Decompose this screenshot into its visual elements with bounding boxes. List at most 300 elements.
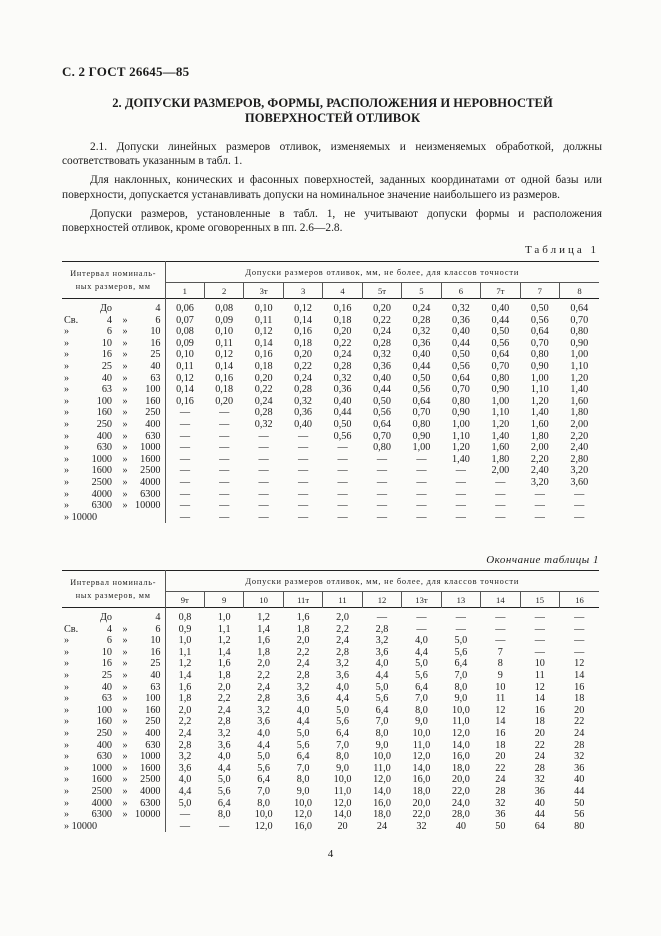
tolerance-cell: — [179,407,191,419]
tolerance-cell: — [534,500,545,512]
tolerance-cell: 1,0 [178,635,192,647]
interval-to-mark: » [122,326,128,338]
interval-prefix [62,299,90,315]
tolerance-cell: 0,40 [491,303,510,314]
table-row [62,635,599,647]
interval-from: 100 [96,704,112,716]
interval-header-line-2: ных размеров, мм [75,282,151,291]
table-row [62,361,599,373]
tolerance-cell: — [534,635,545,647]
tolerance-cell: 22 [495,762,506,774]
interval-prefix: » [64,727,70,739]
tolerance-cell: 0,08 [176,326,194,338]
tolerance-cell: 12,0 [333,797,352,809]
table-1-label: Таблица 1 [524,244,599,256]
tolerance-cell: 2,8 [217,716,231,728]
tolerance-cell: 0,36 [294,407,312,419]
table-row [62,716,599,728]
tolerance-cell: 44 [534,809,545,821]
tolerance-cell: 36 [495,809,506,821]
interval-prefix: » 10000 [64,820,98,832]
tolerance-cell: — [219,500,230,512]
tolerance-cell: — [534,623,545,635]
table-row [62,693,599,705]
tolerance-cell: 6,4 [217,797,231,809]
tolerance-cell: 0,32 [451,303,470,314]
tolerance-cell: 28 [534,762,545,774]
tolerance-cell: 10,0 [412,727,431,739]
tolerance-cell: — [219,453,230,465]
tolerance-cell: 1,80 [570,407,589,419]
interval-from: 63 [101,384,112,396]
tolerance-cell: 0,70 [373,430,391,442]
tolerance-cell: — [455,465,466,477]
tolerance-cell: — [219,476,230,488]
tolerance-cell: 6,4 [336,727,349,739]
interval-prefix: Св. [64,623,79,635]
interval-to-mark: » [122,360,128,372]
tolerance-cell: 4,0 [217,751,231,763]
tolerance-cell: 8,0 [336,751,349,763]
tolerance-cell: — [416,488,427,500]
interval-to-mark: » [122,337,128,349]
interval-to-mark: » [122,430,128,442]
tolerance-cell: 1,1 [217,623,231,635]
table-row [62,315,599,327]
tolerance-cell: 5,6 [375,693,389,705]
tolerance-cell: 1,10 [530,384,549,396]
interval-prefix: » [64,384,70,396]
tolerance-cell: 0,11 [215,337,233,349]
tolerance-cell: — [376,488,388,500]
interval-to-mark [118,512,132,524]
tolerance-cell: 3,6 [296,693,310,705]
tolerance-cell: — [574,612,585,623]
tolerance-cell: 10,0 [451,704,470,716]
tolerance-cell: 80 [574,820,585,832]
tolerance-cell: 24,0 [451,797,470,809]
interval-to [132,821,165,833]
interval-prefix: » [64,476,70,488]
interval-prefix: » [64,809,70,821]
interval-to-mark: » [122,669,128,681]
table-row [62,786,599,798]
tolerance-cell: 6,4 [454,658,468,670]
interval-prefix: » [64,716,70,728]
table-row [62,512,599,524]
tolerance-cell: — [455,612,466,623]
interval-to: 160 [132,396,165,408]
tolerance-cell: — [258,453,269,465]
tolerance-cell: 0,14 [254,337,273,349]
tolerance-cell: 32 [416,820,427,832]
tolerance-cell: 3,2 [296,681,310,693]
interval-to-mark: » [122,809,128,821]
tolerance-cell: — [574,623,585,635]
tolerance-cell: 6,4 [257,774,270,786]
tolerance-cell: 9 [497,669,503,681]
tolerance-cell: 1,10 [570,360,589,372]
tolerance-cell: — [297,500,309,512]
tolerance-cell: 2,2 [296,646,310,658]
tolerance-cell: 40 [455,820,466,832]
tolerance-cell: 4,4 [375,669,389,681]
interval-to-mark: » [122,658,128,670]
tolerance-cell: 0,09 [176,337,194,349]
interval-to: 25 [132,658,165,670]
tolerance-cell: 1,10 [491,407,510,419]
tolerance-cell: — [219,418,230,430]
tolerance-cell: — [376,612,388,623]
interval-prefix: » [64,430,70,442]
tolerance-cell: 5,0 [375,681,389,693]
tolerance-cell: 3,6 [178,762,192,774]
tolerance-cell: 18 [534,716,545,728]
table-row [62,326,599,338]
interval-from: 6 [106,326,112,338]
tolerance-cell: 4,0 [257,727,270,739]
tolerance-cell: 4,4 [257,739,270,751]
tolerance-cell: 8,0 [296,774,310,786]
tolerance-cell: 7,0 [257,785,270,797]
tolerance-cell: — [416,500,427,512]
tolerance-cell: 5,0 [336,704,349,716]
interval-from: 1600 [91,774,112,786]
interval-prefix: » 10000 [64,511,98,523]
tolerance-cell: 0,28 [373,337,391,349]
interval-to-mark: » [122,681,128,693]
interval-to: 1600 [132,763,165,775]
interval-to-mark: » [122,384,128,396]
tolerance-cell: 1,2 [178,658,192,670]
interval-header-line-2: ных размеров, мм [75,591,151,600]
interval-to: 10 [132,326,165,338]
tolerance-cell: 0,20 [294,349,312,361]
tolerance-cell: 18 [574,693,585,705]
interval-header [62,262,165,299]
interval-prefix: » [64,349,70,361]
tolerance-cell: 28 [574,739,585,751]
tolerance-cell: — [534,511,545,523]
interval-from: 630 [96,751,112,763]
interval-to-mark: » [122,453,128,465]
class-header-cell: 5т [362,283,401,299]
tolerance-cell: — [219,430,230,442]
tolerance-cell: — [416,612,427,623]
interval-to [132,512,165,524]
tolerance-cell: 6,4 [296,751,310,763]
tolerance-cell: — [376,476,388,488]
tolerance-cell: 1,2 [257,612,270,623]
interval-to-mark [118,821,132,833]
tolerance-cell: — [455,476,466,488]
interval-from: 2500 [91,785,112,797]
tolerance-cell: — [534,488,545,500]
tolerance-cell: 10,0 [333,774,352,786]
tolerance-cell: 1,10 [451,430,470,442]
tolerance-cell: — [219,465,230,477]
tolerance-cell: 14 [574,669,585,681]
tolerance-cell: 2,2 [178,716,192,728]
tolerance-cell: 1,8 [217,669,231,681]
tolerance-cell: 1,20 [491,418,510,430]
table-row [62,670,599,682]
tolerance-cell: — [219,511,230,523]
tolerance-cell: 0,80 [451,395,470,407]
class-header-cell: 11 [323,592,362,608]
tolerance-cell: 14,0 [412,762,431,774]
interval-from: 160 [96,716,112,728]
table-row [62,349,599,361]
class-header-cell: 10 [244,592,283,608]
tolerance-cell: — [416,511,427,523]
tolerance-cell: 3,2 [336,658,349,670]
tolerance-cell: 12 [534,681,545,693]
interval-prefix: » [64,360,70,372]
interval-from: 1000 [91,762,112,774]
section-title-line-2: ПОВЕРХНОСТЕЙ ОТЛИВОК [244,111,421,125]
page-number: 4 [327,848,334,860]
tolerance-cell: — [376,511,388,523]
interval-to: 4 [132,299,165,315]
interval-to: 10000 [132,809,165,821]
tolerance-cell: 0,08 [215,303,234,314]
tolerance-cell: 1,80 [491,453,510,465]
tolerance-cell: 0,32 [333,372,352,384]
tolerance-cell: 0,64 [570,303,589,314]
tolerance-cell: 1,6 [178,681,192,693]
tolerance-cell: 0,64 [491,349,510,361]
interval-prefix: » [64,337,70,349]
paragraph-form-tolerances: Допуски размеров, установленные в табл. 1, не учитывают допуски формы и расположения поверхностей отливок, кроме оговоренных в пп. 2.6—2.8. [62,207,602,235]
tolerance-cell: 18,0 [373,809,391,821]
interval-prefix: » [64,395,70,407]
tolerance-cell: 0,44 [451,337,470,349]
interval-to-mark: » [122,762,128,774]
tolerance-cell: 1,20 [451,442,470,454]
class-header-cell: 7 [520,283,559,299]
tolerance-cell: 2,4 [217,704,231,716]
tolerance-cell: 3,2 [217,727,231,739]
interval-prefix: » [64,658,70,670]
tolerance-cell: 24 [376,820,388,832]
interval-from: 63 [101,693,112,705]
tolerance-cell: 8,0 [454,681,468,693]
tolerance-cell: 1,8 [257,646,270,658]
tolerance-cell: 1,20 [570,372,589,384]
tolerance-cell: — [337,488,348,500]
tolerance-cell: 1,60 [570,395,589,407]
tolerance-cell: 14,0 [373,785,391,797]
tolerance-cell: 0,12 [176,372,194,384]
tolerance-cell: — [495,635,506,647]
tolerance-cell: 16 [495,727,506,739]
class-header-cell: 4 [323,283,362,299]
tolerance-cell: 0,80 [412,418,431,430]
tolerance-cell: 0,50 [373,395,391,407]
tolerance-cell: 20 [574,704,585,716]
interval-to: 1600 [132,454,165,466]
interval-prefix: Св. [64,314,79,326]
class-header-cell: 6 [441,283,480,299]
interval-to: 2500 [132,465,165,477]
tolerance-cell: — [574,635,585,647]
tolerance-cell: 0,36 [373,360,391,372]
interval-to: 10 [132,635,165,647]
tolerance-cell: 5,0 [178,797,192,809]
tolerance-cell: 0,40 [451,326,470,338]
class-header-cell: 12 [362,592,401,608]
tolerance-cell: — [376,500,388,512]
table-row [62,489,599,501]
table-1-end-label: Окончание таблицы 1 [486,554,599,566]
tolerance-cell: 9,0 [454,693,468,705]
tolerance-cell: 5,0 [296,727,310,739]
tolerance-cell: 9,0 [415,716,428,728]
interval-to-mark [118,608,132,624]
tolerance-cell: 0,44 [412,360,431,372]
tolerance-cell: — [574,646,585,658]
class-header-cell: 14 [481,592,520,608]
class-header-cell: 16 [560,592,599,608]
tolerance-cell: 5,6 [296,739,310,751]
tolerance-cell: 0,18 [294,337,312,349]
tolerance-cell: 1,40 [570,384,589,396]
interval-prefix: » [64,326,70,338]
class-header-cell: 7т [481,283,520,299]
tolerance-cell: 12,0 [294,809,312,821]
interval-from: 2500 [91,476,112,488]
tolerance-table-1 [62,261,599,523]
tolerance-cell: 0,90 [451,407,470,419]
tolerance-cell: 3,20 [570,465,589,477]
interval-to: 63 [132,373,165,385]
interval-to: 630 [132,431,165,443]
interval-to: 1000 [132,751,165,763]
tolerance-cell: 1,00 [412,442,431,454]
interval-to-mark: » [122,500,128,512]
tolerance-cell: 14,0 [451,739,470,751]
tolerance-cell: 0,12 [294,303,312,314]
tolerance-cell: — [416,476,427,488]
tolerance-cell: 2,8 [336,646,349,658]
tolerance-cell: 0,24 [333,349,352,361]
interval-from: 160 [96,407,112,419]
tolerance-cell: — [574,488,585,500]
interval-from: 400 [96,739,112,751]
interval-from: 100 [96,395,112,407]
tolerance-cell: 2,4 [336,635,349,647]
interval-from: 1600 [91,465,112,477]
tolerance-cell: — [534,612,545,623]
class-header-cell: 15 [520,592,559,608]
tolerance-cell: 5,6 [336,716,349,728]
tolerance-cell: 0,64 [530,326,549,338]
tolerance-cell: 0,80 [373,442,391,454]
tolerance-cell: 0,09 [215,314,234,326]
tolerance-cell: 24 [534,751,545,763]
interval-to: 25 [132,349,165,361]
tolerance-cell: 2,4 [296,658,310,670]
tolerance-cell: 7,0 [454,669,468,681]
tolerance-cell: 22 [534,739,545,751]
tolerance-cell: 2,40 [570,442,589,454]
interval-prefix: » [64,669,70,681]
class-header-cell: 8 [560,283,599,299]
interval-to-mark: » [122,372,128,384]
tolerance-cell: 0,36 [333,384,352,396]
tolerance-cell: 11,0 [373,762,391,774]
tolerance-cell: 2,4 [257,681,270,693]
tolerance-cell: 3,6 [336,669,349,681]
tolerance-cell: 0,22 [373,314,391,326]
interval-prefix: » [64,407,70,419]
tolerance-cell: 2,00 [570,418,589,430]
tolerance-cell: 0,50 [333,418,352,430]
tolerance-cell: — [258,476,269,488]
tolerance-cell: — [258,500,269,512]
tolerance-cell: 6,4 [375,704,389,716]
interval-header-line-1: Интервал номиналь- [70,269,157,278]
tolerance-cell: 6,4 [415,681,428,693]
tolerance-cell: 50 [574,797,585,809]
interval-to: 100 [132,693,165,705]
tolerance-cell: 0,20 [373,303,391,314]
interval-from: 4 [106,314,112,326]
interval-to-mark: » [122,751,128,763]
interval-from: 4000 [91,797,112,809]
interval-prefix: » [64,635,70,647]
tolerance-cell: 11 [534,669,545,681]
tolerance-cell: — [416,465,427,477]
interval-from: 1000 [91,453,112,465]
tolerance-header: Допуски размеров отливок, мм, не более, для классов точности [165,262,599,283]
tolerance-cell: — [297,488,309,500]
tolerance-cell: 0,06 [176,303,194,314]
tolerance-cell: 22 [574,716,585,728]
tolerance-cell: — [219,488,230,500]
tolerance-cell: — [495,488,506,500]
interval-to: 100 [132,384,165,396]
tolerance-cell: 5,0 [415,658,428,670]
table-row [62,299,599,315]
tolerance-cell: 2,8 [257,693,270,705]
tolerance-cell: 14,0 [333,809,352,821]
table-row [62,500,599,512]
interval-to: 250 [132,407,165,419]
tolerance-cell: 0,16 [333,303,352,314]
tolerance-cell: 8,0 [415,704,428,716]
class-header-cell: 3 [283,283,322,299]
interval-prefix: » [64,751,70,763]
table-row [62,821,599,833]
tolerance-cell: 1,6 [217,658,231,670]
tolerance-cell: — [337,500,348,512]
tolerance-cell: 1,0 [217,612,231,623]
tolerance-cell: 10,0 [373,751,391,763]
tolerance-cell: 5,6 [454,646,468,658]
interval-from: 6300 [91,809,112,821]
interval-prefix: » [64,465,70,477]
interval-from: 16 [101,658,112,670]
table-row [62,407,599,419]
tolerance-cell: 0,28 [333,360,352,372]
interval-prefix: » [64,442,70,454]
tolerance-cell: 36 [574,762,585,774]
tolerance-table-1-continued [62,570,599,832]
tolerance-cell: 16,0 [412,774,431,786]
tolerance-cell: 4,0 [336,681,349,693]
